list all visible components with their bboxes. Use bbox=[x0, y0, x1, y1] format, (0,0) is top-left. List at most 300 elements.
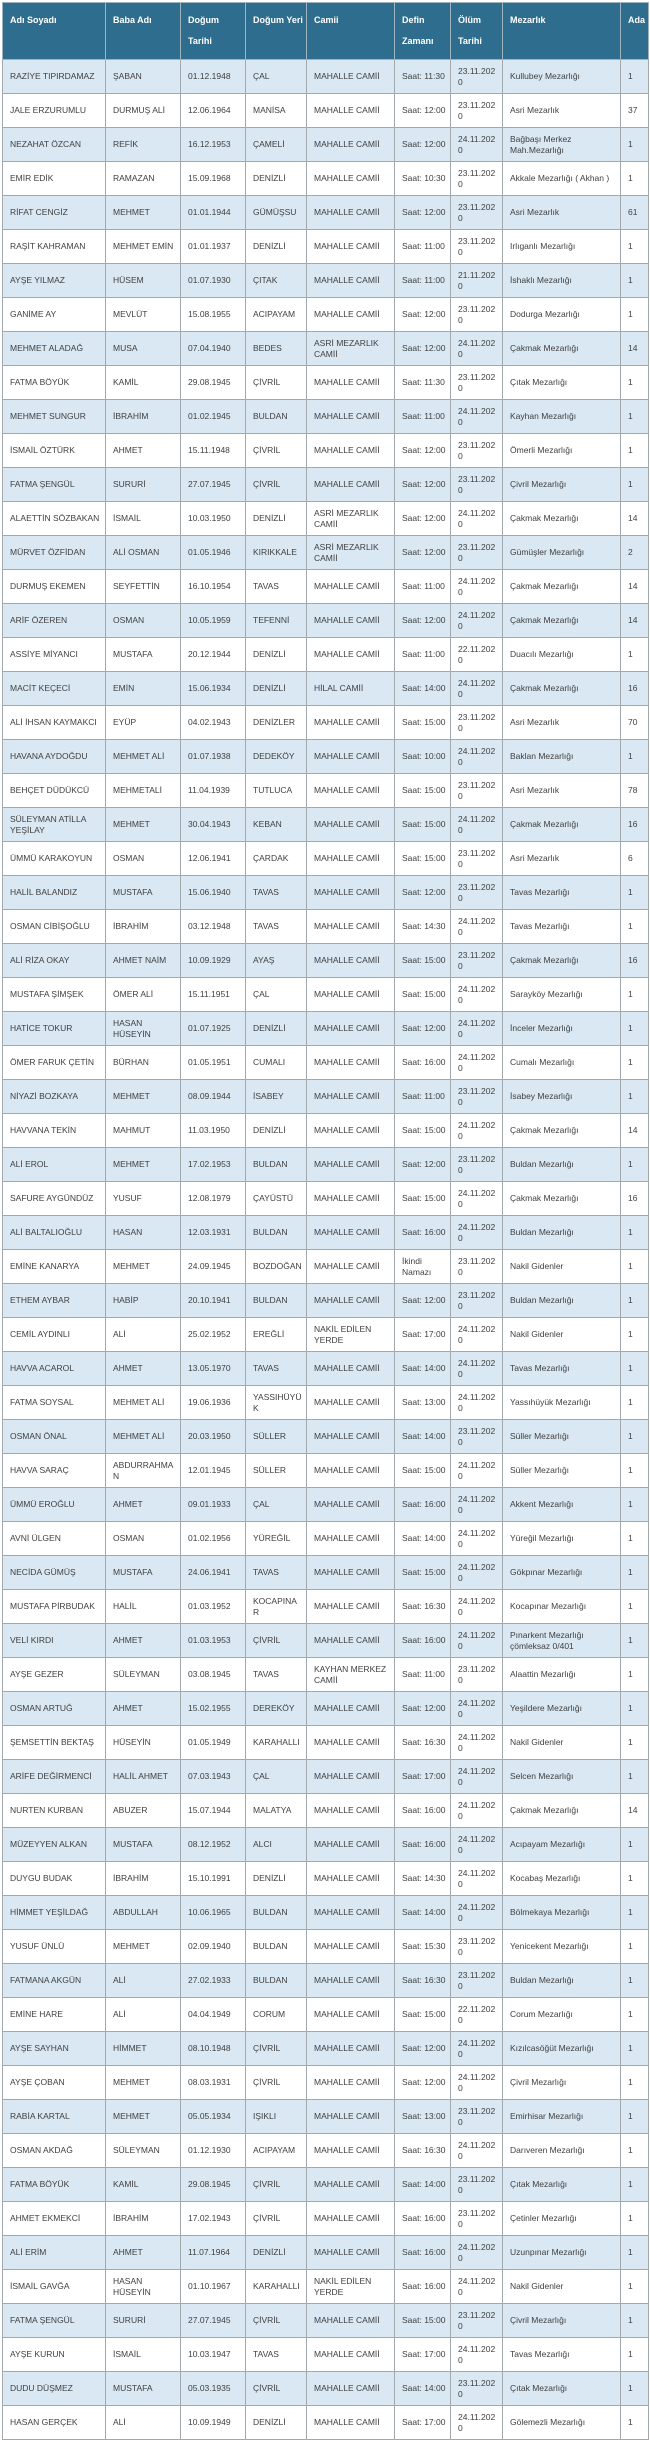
cell-death-date: 23.11.2020 bbox=[451, 298, 503, 332]
cell-father-name: EMİN bbox=[106, 672, 181, 706]
cell-mosque: MAHALLE CAMİİ bbox=[307, 2338, 395, 2372]
cell-birth-place: DENİZLER bbox=[246, 706, 307, 740]
cell-cemetery: Bölmekaya Mezarlığı bbox=[503, 1896, 621, 1930]
cell-death-date: 24.11.2020 bbox=[451, 1624, 503, 1658]
table-row bbox=[3, 2304, 649, 2338]
cell-block: 1 bbox=[621, 1624, 649, 1658]
cell-birth-date: 01.10.1967 bbox=[181, 2270, 246, 2304]
table-row bbox=[3, 2032, 649, 2066]
cell-cemetery: Yenicekent Mezarlığı bbox=[503, 1930, 621, 1964]
cell-death-date: 24.11.2020 bbox=[451, 332, 503, 366]
cell-birth-date: 20.12.1944 bbox=[181, 638, 246, 672]
cell-name: HATİCE TOKUR bbox=[3, 1012, 106, 1046]
cell-father-name: MUSTAFA bbox=[106, 2372, 181, 2406]
cell-birth-place: DENİZLİ bbox=[246, 672, 307, 706]
cell-birth-date: 05.03.1935 bbox=[181, 2372, 246, 2406]
cell-death-date: 22.11.2020 bbox=[451, 1998, 503, 2032]
cell-birth-place: ÇİVRİL bbox=[246, 2168, 307, 2202]
cell-burial-time: Saat: 16:00 bbox=[395, 1488, 451, 1522]
cell-birth-date: 27.02.1933 bbox=[181, 1964, 246, 1998]
column-header-birth_date: Doğum Tarihi bbox=[181, 3, 246, 60]
cell-father-name: HASAN HÜSEYİN bbox=[106, 2270, 181, 2304]
table-row bbox=[3, 1148, 649, 1182]
cell-block: 1 bbox=[621, 468, 649, 502]
cell-birth-place: TAVAS bbox=[246, 2338, 307, 2372]
cell-father-name: İSMAİL bbox=[106, 2338, 181, 2372]
cell-burial-time: Saat: 12:00 bbox=[395, 604, 451, 638]
cell-father-name: MEHMET bbox=[106, 1080, 181, 1114]
cell-death-date: 24.11.2020 bbox=[451, 2134, 503, 2168]
cell-death-date: 23.11.2020 bbox=[451, 2372, 503, 2406]
cell-cemetery: Akkent Mezarlığı bbox=[503, 1488, 621, 1522]
cell-death-date: 24.11.2020 bbox=[451, 604, 503, 638]
cell-father-name: MUSTAFA bbox=[106, 638, 181, 672]
cell-birth-date: 08.09.1944 bbox=[181, 1080, 246, 1114]
cell-death-date: 23.11.2020 bbox=[451, 230, 503, 264]
cell-birth-date: 01.07.1925 bbox=[181, 1012, 246, 1046]
cell-mosque: MAHALLE CAMİİ bbox=[307, 1488, 395, 1522]
cell-burial-time: Saat: 15:00 bbox=[395, 1998, 451, 2032]
table-row bbox=[3, 1964, 649, 1998]
cell-cemetery: Baklan Mezarlığı bbox=[503, 740, 621, 774]
table-row bbox=[3, 1386, 649, 1420]
cell-block: 1 bbox=[621, 1318, 649, 1352]
cell-cemetery: Çakmak Mezarlığı bbox=[503, 502, 621, 536]
cell-father-name: MEHMET ALİ bbox=[106, 1386, 181, 1420]
cell-mosque: MAHALLE CAMİİ bbox=[307, 1964, 395, 1998]
cell-mosque: MAHALLE CAMİİ bbox=[307, 1624, 395, 1658]
cell-father-name: ALİ bbox=[106, 2406, 181, 2440]
cell-mosque: NAKİL EDİLEN YERDE bbox=[307, 1318, 395, 1352]
cell-father-name: MUSTAFA bbox=[106, 1828, 181, 1862]
cell-name: NURTEN KURBAN bbox=[3, 1794, 106, 1828]
cell-death-date: 24.11.2020 bbox=[451, 502, 503, 536]
cell-birth-date: 03.12.1948 bbox=[181, 910, 246, 944]
cell-block: 14 bbox=[621, 604, 649, 638]
cell-block: 1 bbox=[621, 2236, 649, 2270]
cell-block: 61 bbox=[621, 196, 649, 230]
cell-block: 1 bbox=[621, 230, 649, 264]
table-row bbox=[3, 2270, 649, 2304]
table-row bbox=[3, 1828, 649, 1862]
cell-burial-time: Saat: 14:00 bbox=[395, 1896, 451, 1930]
cell-block: 14 bbox=[621, 332, 649, 366]
cell-name: HAVANA AYDOĞDU bbox=[3, 740, 106, 774]
cell-death-date: 24.11.2020 bbox=[451, 1386, 503, 1420]
cell-birth-date: 03.08.1945 bbox=[181, 1658, 246, 1692]
cell-birth-date: 02.09.1940 bbox=[181, 1930, 246, 1964]
cell-birth-place: AYAŞ bbox=[246, 944, 307, 978]
cell-birth-date: 29.08.1945 bbox=[181, 366, 246, 400]
cell-mosque: MAHALLE CAMİİ bbox=[307, 638, 395, 672]
cell-father-name: ALİ bbox=[106, 1964, 181, 1998]
cell-birth-place: DENİZLİ bbox=[246, 2406, 307, 2440]
cell-birth-date: 20.10.1941 bbox=[181, 1284, 246, 1318]
cell-birth-date: 12.06.1964 bbox=[181, 94, 246, 128]
cell-cemetery: Acıpayam Mezarlığı bbox=[503, 1828, 621, 1862]
table-row bbox=[3, 2202, 649, 2236]
cell-cemetery: Buldan Mezarlığı bbox=[503, 1964, 621, 1998]
cell-birth-place: ÇAL bbox=[246, 1760, 307, 1794]
cell-birth-date: 19.06.1936 bbox=[181, 1386, 246, 1420]
cell-mosque: MAHALLE CAMİİ bbox=[307, 2032, 395, 2066]
cell-mosque: ASRİ MEZARLIK CAMİİ bbox=[307, 332, 395, 366]
cell-cemetery: Darıveren Mezarlığı bbox=[503, 2134, 621, 2168]
cell-birth-date: 01.02.1956 bbox=[181, 1522, 246, 1556]
table-row bbox=[3, 1080, 649, 1114]
cell-birth-date: 10.09.1949 bbox=[181, 2406, 246, 2440]
table-row bbox=[3, 468, 649, 502]
cell-block: 1 bbox=[621, 264, 649, 298]
cell-birth-date: 01.05.1949 bbox=[181, 1726, 246, 1760]
table-row bbox=[3, 2338, 649, 2372]
cell-birth-place: SÜLLER bbox=[246, 1454, 307, 1488]
cell-cemetery: Tavas Mezarlığı bbox=[503, 876, 621, 910]
cell-burial-time: Saat: 11:00 bbox=[395, 570, 451, 604]
table-row bbox=[3, 842, 649, 876]
cell-father-name: ALİ OSMAN bbox=[106, 536, 181, 570]
column-header-cemetery: Mezarlık bbox=[503, 3, 621, 60]
cell-mosque: MAHALLE CAMİİ bbox=[307, 1522, 395, 1556]
cell-birth-place: BOZDOĞAN bbox=[246, 1250, 307, 1284]
cell-block: 1 bbox=[621, 1488, 649, 1522]
cell-father-name: HASAN bbox=[106, 1216, 181, 1250]
cell-cemetery: Nakil Gidenler bbox=[503, 2270, 621, 2304]
cell-burial-time: Saat: 11:30 bbox=[395, 366, 451, 400]
cell-birth-date: 20.03.1950 bbox=[181, 1420, 246, 1454]
cell-death-date: 23.11.2020 bbox=[451, 1148, 503, 1182]
table-row bbox=[3, 94, 649, 128]
cell-death-date: 23.11.2020 bbox=[451, 1964, 503, 1998]
cell-father-name: HÜSEM bbox=[106, 264, 181, 298]
cell-birth-place: ACIPAYAM bbox=[246, 2134, 307, 2168]
cell-father-name: İSMAİL bbox=[106, 502, 181, 536]
cell-burial-time: Saat: 16:30 bbox=[395, 1964, 451, 1998]
cell-name: MEHMET ALADAĞ bbox=[3, 332, 106, 366]
cell-name: ALİ RİZA OKAY bbox=[3, 944, 106, 978]
cell-father-name: AHMET bbox=[106, 1488, 181, 1522]
cell-burial-time: Saat: 15:00 bbox=[395, 1182, 451, 1216]
cell-father-name: SURURİ bbox=[106, 468, 181, 502]
cell-birth-place: TAVAS bbox=[246, 1556, 307, 1590]
cell-birth-place: ÇİVRİL bbox=[246, 2032, 307, 2066]
cell-birth-place: ÇİVRİL bbox=[246, 2372, 307, 2406]
cell-mosque: MAHALLE CAMİİ bbox=[307, 1080, 395, 1114]
cell-cemetery: Çivril Mezarlığı bbox=[503, 468, 621, 502]
cell-name: EMİNE HARE bbox=[3, 1998, 106, 2032]
cell-birth-place: ÇİVRİL bbox=[246, 434, 307, 468]
cell-birth-place: EREĞLİ bbox=[246, 1318, 307, 1352]
cell-mosque: MAHALLE CAMİİ bbox=[307, 2406, 395, 2440]
cell-birth-place: KIRIKKALE bbox=[246, 536, 307, 570]
cell-birth-place: ÇİVRİL bbox=[246, 366, 307, 400]
table-row bbox=[3, 1488, 649, 1522]
cell-death-date: 24.11.2020 bbox=[451, 2032, 503, 2066]
cell-cemetery: Kızılcasöğüt Mezarlığı bbox=[503, 2032, 621, 2066]
cell-block: 1 bbox=[621, 162, 649, 196]
cell-cemetery: Bağbaşı Merkez Mah.Mezarlığı bbox=[503, 128, 621, 162]
cell-block: 1 bbox=[621, 910, 649, 944]
cell-name: ÜMMÜ KARAKOYUN bbox=[3, 842, 106, 876]
cell-birth-place: DEREKÖY bbox=[246, 1692, 307, 1726]
cell-mosque: MAHALLE CAMİİ bbox=[307, 1114, 395, 1148]
cell-birth-date: 24.09.1945 bbox=[181, 1250, 246, 1284]
table-row bbox=[3, 1216, 649, 1250]
table-row bbox=[3, 1012, 649, 1046]
cell-father-name: MEHMET bbox=[106, 196, 181, 230]
cell-father-name: SÜLEYMAN bbox=[106, 2134, 181, 2168]
table-row bbox=[3, 1284, 649, 1318]
cell-name: ALİ İHSAN KAYMAKCI bbox=[3, 706, 106, 740]
cell-birth-place: CORUM bbox=[246, 1998, 307, 2032]
cell-burial-time: Saat: 12:00 bbox=[395, 1692, 451, 1726]
cell-burial-time: Saat: 15:00 bbox=[395, 1454, 451, 1488]
cell-cemetery: Emirhisar Mezarlığı bbox=[503, 2100, 621, 2134]
cell-block: 16 bbox=[621, 672, 649, 706]
cell-father-name: MUSTAFA bbox=[106, 1556, 181, 1590]
cell-cemetery: Süller Mezarlığı bbox=[503, 1420, 621, 1454]
table-row bbox=[3, 1862, 649, 1896]
cell-birth-date: 05.05.1934 bbox=[181, 2100, 246, 2134]
cell-birth-date: 11.07.1964 bbox=[181, 2236, 246, 2270]
cell-burial-time: Saat: 14:00 bbox=[395, 672, 451, 706]
cell-cemetery: Buldan Mezarlığı bbox=[503, 1148, 621, 1182]
cell-mosque: MAHALLE CAMİİ bbox=[307, 2134, 395, 2168]
cell-block: 1 bbox=[621, 1590, 649, 1624]
cell-birth-place: TAVAS bbox=[246, 1352, 307, 1386]
table-row bbox=[3, 570, 649, 604]
cell-father-name: OSMAN bbox=[106, 1522, 181, 1556]
cell-mosque: MAHALLE CAMİİ bbox=[307, 910, 395, 944]
cell-name: CEMİL AYDINLI bbox=[3, 1318, 106, 1352]
cell-block: 1 bbox=[621, 2304, 649, 2338]
cell-mosque: MAHALLE CAMİİ bbox=[307, 2100, 395, 2134]
cell-death-date: 24.11.2020 bbox=[451, 1454, 503, 1488]
cell-birth-date: 10.09.1929 bbox=[181, 944, 246, 978]
cell-birth-date: 15.07.1944 bbox=[181, 1794, 246, 1828]
cell-death-date: 24.11.2020 bbox=[451, 1590, 503, 1624]
cell-father-name: BÜRHAN bbox=[106, 1046, 181, 1080]
cell-name: MACİT KEÇECİ bbox=[3, 672, 106, 706]
cell-father-name: REFİK bbox=[106, 128, 181, 162]
cell-burial-time: Saat: 15:00 bbox=[395, 774, 451, 808]
table-row bbox=[3, 740, 649, 774]
cell-burial-time: Saat: 16:00 bbox=[395, 1624, 451, 1658]
cell-mosque: MAHALLE CAMİİ bbox=[307, 1386, 395, 1420]
cell-birth-place: BULDAN bbox=[246, 1148, 307, 1182]
table-row bbox=[3, 1556, 649, 1590]
cell-mosque: MAHALLE CAMİİ bbox=[307, 1216, 395, 1250]
cell-birth-place: BULDAN bbox=[246, 400, 307, 434]
cell-birth-place: ÇİVRİL bbox=[246, 1624, 307, 1658]
cell-birth-date: 01.12.1930 bbox=[181, 2134, 246, 2168]
column-header-burial_time: Defin Zamanı bbox=[395, 3, 451, 60]
cell-block: 14 bbox=[621, 1114, 649, 1148]
cell-block: 1 bbox=[621, 1964, 649, 1998]
cell-burial-time: Saat: 10:30 bbox=[395, 162, 451, 196]
cell-birth-place: TAVAS bbox=[246, 1658, 307, 1692]
cell-name: DUYGU BUDAK bbox=[3, 1862, 106, 1896]
cell-burial-time: Saat: 10:00 bbox=[395, 740, 451, 774]
cell-cemetery: Kullubey Mezarlığı bbox=[503, 60, 621, 94]
cell-death-date: 23.11.2020 bbox=[451, 2100, 503, 2134]
cell-father-name: İBRAHİM bbox=[106, 1862, 181, 1896]
cell-burial-time: Saat: 12:00 bbox=[395, 1148, 451, 1182]
cell-mosque: MAHALLE CAMİİ bbox=[307, 1794, 395, 1828]
cell-name: FATMANA AKGÜN bbox=[3, 1964, 106, 1998]
cell-birth-date: 01.01.1937 bbox=[181, 230, 246, 264]
cell-block: 6 bbox=[621, 842, 649, 876]
cell-father-name: AHMET NAİM bbox=[106, 944, 181, 978]
cell-name: ARİF ÖZEREN bbox=[3, 604, 106, 638]
cell-birth-date: 08.10.1948 bbox=[181, 2032, 246, 2066]
cell-burial-time: Saat: 15:00 bbox=[395, 1556, 451, 1590]
cell-mosque: MAHALLE CAMİİ bbox=[307, 434, 395, 468]
cell-death-date: 23.11.2020 bbox=[451, 2202, 503, 2236]
cell-cemetery: Çakmak Mezarlığı bbox=[503, 944, 621, 978]
cell-name: RABİA KARTAL bbox=[3, 2100, 106, 2134]
cell-mosque: MAHALLE CAMİİ bbox=[307, 2236, 395, 2270]
cell-birth-date: 01.07.1930 bbox=[181, 264, 246, 298]
cell-block: 2 bbox=[621, 536, 649, 570]
cell-birth-place: TEFENNİ bbox=[246, 604, 307, 638]
cell-burial-time: Saat: 16:00 bbox=[395, 1828, 451, 1862]
cell-father-name: İBRAHİM bbox=[106, 910, 181, 944]
cell-death-date: 24.11.2020 bbox=[451, 1760, 503, 1794]
cell-cemetery: Çakmak Mezarlığı bbox=[503, 808, 621, 842]
cell-birth-place: CUMALI bbox=[246, 1046, 307, 1080]
cell-cemetery: Çıtak Mezarlığı bbox=[503, 2372, 621, 2406]
cell-burial-time: Saat: 16:00 bbox=[395, 2202, 451, 2236]
cell-name: YUSUF ÜNLÜ bbox=[3, 1930, 106, 1964]
table-row bbox=[3, 2406, 649, 2440]
cell-birth-date: 10.03.1950 bbox=[181, 502, 246, 536]
cell-burial-time: Saat: 14:00 bbox=[395, 1420, 451, 1454]
cell-death-date: 24.11.2020 bbox=[451, 1862, 503, 1896]
table-row bbox=[3, 1420, 649, 1454]
cell-birth-date: 07.04.1940 bbox=[181, 332, 246, 366]
cell-father-name: EYÜP bbox=[106, 706, 181, 740]
cell-birth-place: YASSIHÜYÜK bbox=[246, 1386, 307, 1420]
cell-birth-date: 29.08.1945 bbox=[181, 2168, 246, 2202]
column-header-birth_place: Doğum Yeri bbox=[246, 3, 307, 60]
cell-name: FATMA BÖYÜK bbox=[3, 366, 106, 400]
cell-name: BEHÇET DÜDÜKCÜ bbox=[3, 774, 106, 808]
cell-father-name: MEHMETALİ bbox=[106, 774, 181, 808]
cell-death-date: 24.11.2020 bbox=[451, 1794, 503, 1828]
cell-birth-date: 15.06.1934 bbox=[181, 672, 246, 706]
cell-birth-place: DENİZLİ bbox=[246, 1862, 307, 1896]
cell-mosque: HİLAL CAMİİ bbox=[307, 672, 395, 706]
cell-burial-time: Saat: 12:00 bbox=[395, 1284, 451, 1318]
cell-death-date: 24.11.2020 bbox=[451, 2338, 503, 2372]
cell-burial-time: Saat: 15:00 bbox=[395, 944, 451, 978]
cell-cemetery: Tavas Mezarlığı bbox=[503, 2338, 621, 2372]
cell-burial-time: Saat: 17:00 bbox=[395, 2338, 451, 2372]
cell-burial-time: Saat: 14:30 bbox=[395, 1862, 451, 1896]
cell-mosque: MAHALLE CAMİİ bbox=[307, 978, 395, 1012]
cell-death-date: 24.11.2020 bbox=[451, 672, 503, 706]
header-row bbox=[3, 3, 649, 60]
cell-block: 1 bbox=[621, 60, 649, 94]
table-row bbox=[3, 1352, 649, 1386]
cell-father-name: ŞABAN bbox=[106, 60, 181, 94]
cell-burial-time: Saat: 16:00 bbox=[395, 2236, 451, 2270]
cell-birth-place: ÇARDAK bbox=[246, 842, 307, 876]
column-header-father: Baba Adı bbox=[106, 3, 181, 60]
cell-name: HİMMET YEŞİLDAĞ bbox=[3, 1896, 106, 1930]
cell-birth-date: 01.05.1946 bbox=[181, 536, 246, 570]
cell-block: 1 bbox=[621, 1148, 649, 1182]
cell-birth-place: İSABEY bbox=[246, 1080, 307, 1114]
cell-name: DURMUŞ EKEMEN bbox=[3, 570, 106, 604]
cell-mosque: MAHALLE CAMİİ bbox=[307, 2372, 395, 2406]
cell-death-date: 23.11.2020 bbox=[451, 94, 503, 128]
cell-block: 16 bbox=[621, 1182, 649, 1216]
cell-birth-place: ÇİVRİL bbox=[246, 2066, 307, 2100]
cell-birth-date: 08.03.1931 bbox=[181, 2066, 246, 2100]
table-row bbox=[3, 400, 649, 434]
cell-block: 1 bbox=[621, 2168, 649, 2202]
cell-birth-date: 27.07.1945 bbox=[181, 468, 246, 502]
cell-cemetery: Sarayköy Mezarlığı bbox=[503, 978, 621, 1012]
cell-father-name: MUSA bbox=[106, 332, 181, 366]
cell-father-name: HİMMET bbox=[106, 2032, 181, 2066]
cell-mosque: MAHALLE CAMİİ bbox=[307, 1998, 395, 2032]
cell-birth-date: 15.02.1955 bbox=[181, 1692, 246, 1726]
cell-death-date: 23.11.2020 bbox=[451, 1080, 503, 1114]
cell-death-date: 24.11.2020 bbox=[451, 2406, 503, 2440]
cell-burial-time: Saat: 12:00 bbox=[395, 196, 451, 230]
cell-cemetery: Yassıhüyük Mezarlığı bbox=[503, 1386, 621, 1420]
cell-birth-place: DENİZLİ bbox=[246, 502, 307, 536]
cell-burial-time: Saat: 12:00 bbox=[395, 876, 451, 910]
cell-name: AYŞE ÇOBAN bbox=[3, 2066, 106, 2100]
burial-records-table bbox=[2, 2, 649, 2440]
column-header-name: Adı Soyadı bbox=[3, 3, 106, 60]
cell-death-date: 23.11.2020 bbox=[451, 1658, 503, 1692]
cell-birth-date: 07.03.1943 bbox=[181, 1760, 246, 1794]
cell-mosque: MAHALLE CAMİİ bbox=[307, 298, 395, 332]
cell-block: 1 bbox=[621, 1828, 649, 1862]
cell-cemetery: Asri Mezarlık bbox=[503, 774, 621, 808]
cell-birth-date: 01.03.1952 bbox=[181, 1590, 246, 1624]
cell-birth-place: DENİZLİ bbox=[246, 2236, 307, 2270]
cell-block: 1 bbox=[621, 1284, 649, 1318]
cell-father-name: MEHMET bbox=[106, 2066, 181, 2100]
table-row bbox=[3, 1692, 649, 1726]
table-row bbox=[3, 1658, 649, 1692]
cell-burial-time: Saat: 13:00 bbox=[395, 2100, 451, 2134]
cell-cemetery: Nakil Gidenler bbox=[503, 1726, 621, 1760]
cell-father-name: HASAN HÜSEYİN bbox=[106, 1012, 181, 1046]
cell-mosque: MAHALLE CAMİİ bbox=[307, 1828, 395, 1862]
table-row bbox=[3, 638, 649, 672]
cell-block: 1 bbox=[621, 434, 649, 468]
table-row bbox=[3, 1930, 649, 1964]
cell-death-date: 22.11.2020 bbox=[451, 638, 503, 672]
cell-name: HAVVA SARAÇ bbox=[3, 1454, 106, 1488]
cell-name: OSMAN ARTUĞ bbox=[3, 1692, 106, 1726]
cell-birth-place: YÜREĞİL bbox=[246, 1522, 307, 1556]
cell-birth-date: 30.04.1943 bbox=[181, 808, 246, 842]
cell-name: AVNİ ÜLGEN bbox=[3, 1522, 106, 1556]
cell-birth-date: 01.01.1944 bbox=[181, 196, 246, 230]
cell-cemetery: Buldan Mezarlığı bbox=[503, 1284, 621, 1318]
cell-name: SÜLEYMAN ATİLLA YEŞİLAY bbox=[3, 808, 106, 842]
cell-mosque: MAHALLE CAMİİ bbox=[307, 774, 395, 808]
cell-birth-place: DENİZLİ bbox=[246, 638, 307, 672]
